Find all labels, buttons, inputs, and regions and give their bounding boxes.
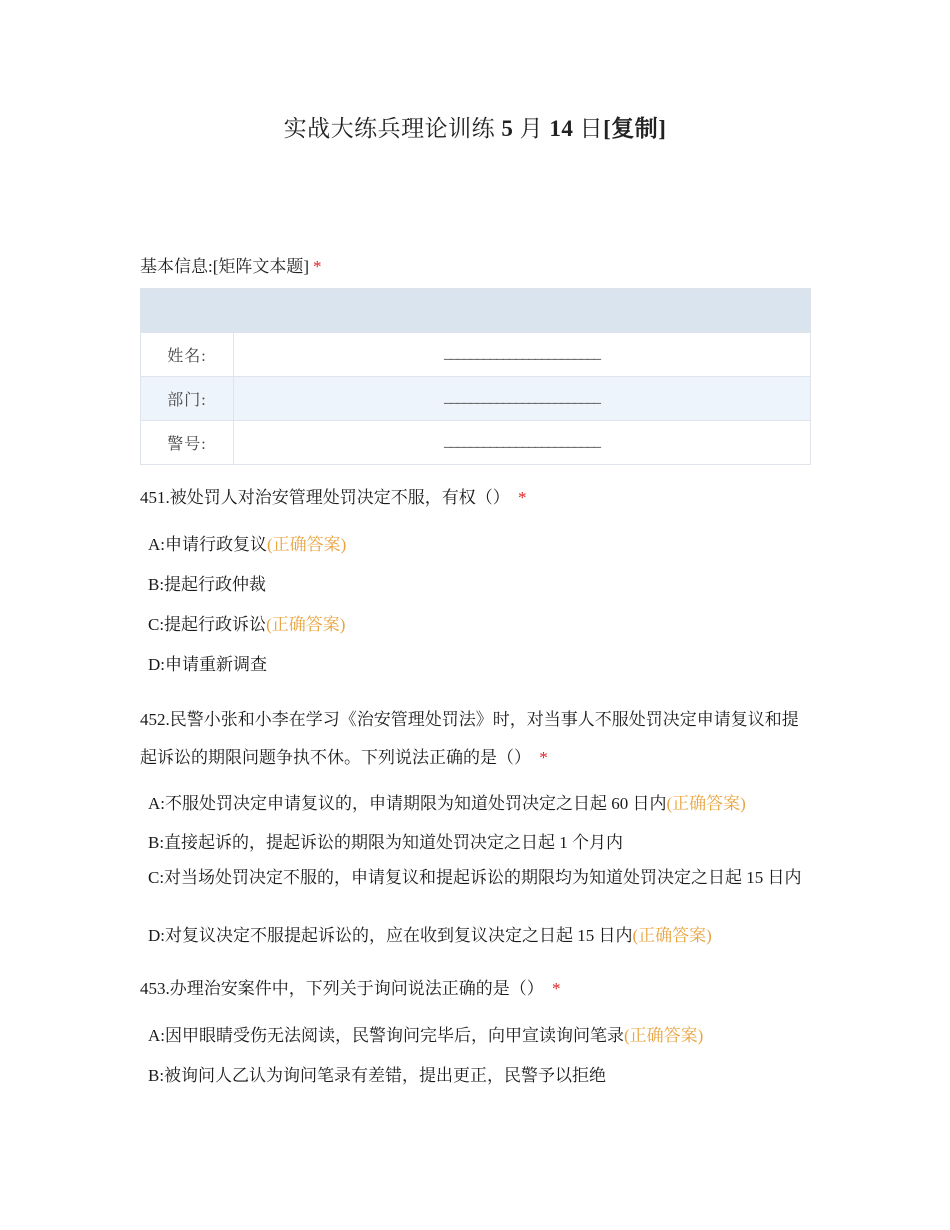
question-453-option-b[interactable] bbox=[148, 1064, 813, 1087]
correct-answer-tag: (正确答案) bbox=[624, 1026, 704, 1045]
basic-info-text: 基本信息:[矩阵文本题] bbox=[140, 257, 310, 276]
badge-number-field[interactable]: ________________________ bbox=[234, 421, 811, 465]
question-452-option-c[interactable] bbox=[148, 866, 813, 889]
option-text: A:申请行政复议 bbox=[148, 535, 267, 554]
question-stem: 451.被处罚人对治安管理处罚决定不服，有权（） bbox=[140, 488, 510, 507]
option-text: C:对当场处罚决定不服的，申请复议和提起诉讼的期限均为知道处罚决定之日起 15 日内 bbox=[148, 868, 802, 887]
question-453-option-a[interactable] bbox=[148, 1024, 813, 1047]
required-marker: * bbox=[518, 488, 527, 507]
question-452 bbox=[140, 701, 812, 777]
question-452-option-b[interactable] bbox=[148, 831, 813, 854]
basic-info-label bbox=[140, 252, 322, 277]
option-text: A:不服处罚决定申请复议的，申请期限为知道处罚决定之日起 60 日内 bbox=[148, 794, 667, 813]
matrix-header-row bbox=[141, 289, 811, 333]
required-marker: * bbox=[313, 257, 322, 276]
department-field[interactable]: ________________________ bbox=[234, 377, 811, 421]
option-text: A:因甲眼睛受伤无法阅读，民警询问完毕后，向甲宣读询问笔录 bbox=[148, 1026, 624, 1045]
page-title bbox=[0, 110, 950, 143]
matrix-row-badge bbox=[141, 421, 811, 465]
question-stem: 453.办理治安案件中，下列关于询问说法正确的是（） bbox=[140, 979, 544, 998]
matrix-row-name bbox=[141, 333, 811, 377]
option-text: B:提起行政仲裁 bbox=[148, 575, 267, 594]
matrix-header-cell bbox=[141, 289, 234, 333]
basic-info-matrix bbox=[140, 288, 811, 465]
question-451-option-a[interactable] bbox=[148, 533, 813, 556]
required-marker: * bbox=[539, 748, 548, 767]
matrix-header-cell bbox=[234, 289, 811, 333]
option-text: C:提起行政诉讼 bbox=[148, 615, 267, 634]
option-text: B:被询问人乙认为询问笔录有差错，提出更正，民警予以拒绝 bbox=[148, 1066, 607, 1085]
name-field[interactable]: ________________________ bbox=[234, 333, 811, 377]
title-copy-tag: [复制] bbox=[603, 116, 667, 141]
question-stem: 452.民警小张和小李在学习《治安管理处罚法》时，对当事人不服处罚决定申请复议和提起诉讼的期限问题争执不休。下列说法正确的是（） bbox=[140, 710, 799, 767]
correct-answer-tag: (正确答案) bbox=[632, 926, 712, 945]
title-text: 实战大练兵理论训练 bbox=[283, 116, 496, 141]
question-452-option-a[interactable] bbox=[148, 792, 813, 815]
matrix-row-department bbox=[141, 377, 811, 421]
correct-answer-tag: (正确答案) bbox=[266, 615, 346, 634]
name-label: 姓名: bbox=[141, 333, 234, 377]
title-day: 14 bbox=[549, 116, 574, 141]
question-451-option-c[interactable] bbox=[148, 613, 813, 636]
question-453 bbox=[140, 970, 812, 1008]
required-marker: * bbox=[552, 979, 561, 998]
option-text: D:申请重新调查 bbox=[148, 655, 267, 674]
correct-answer-tag: (正确答案) bbox=[267, 535, 347, 554]
department-label: 部门: bbox=[141, 377, 234, 421]
question-451 bbox=[140, 479, 812, 517]
option-text: D:对复议决定不服提起诉讼的，应在收到复议决定之日起 15 日内 bbox=[148, 926, 633, 945]
title-month-char: 月 bbox=[519, 116, 544, 141]
title-day-char: 日 bbox=[579, 116, 604, 141]
correct-answer-tag: (正确答案) bbox=[666, 794, 746, 813]
question-451-option-d[interactable] bbox=[148, 653, 813, 676]
option-text: B:直接起诉的，提起诉讼的期限为知道处罚决定之日起 1 个月内 bbox=[148, 833, 624, 852]
question-452-option-d[interactable] bbox=[148, 924, 813, 947]
question-451-option-b[interactable] bbox=[148, 573, 813, 596]
title-month: 5 bbox=[501, 116, 514, 141]
badge-number-label: 警号: bbox=[141, 421, 234, 465]
